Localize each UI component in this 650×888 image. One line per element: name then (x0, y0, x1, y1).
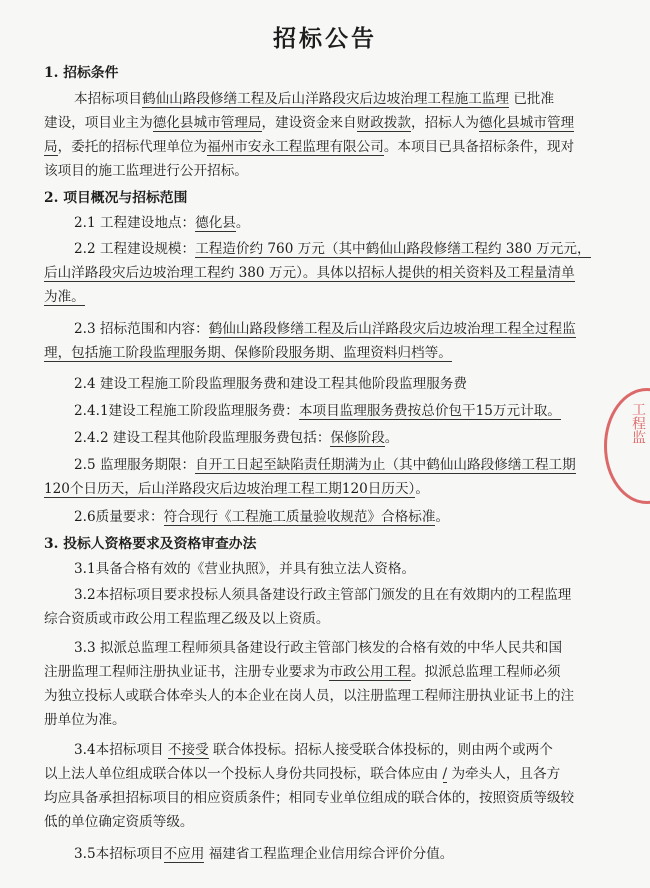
sec3-3-line-4: 册单位为准。 (44, 712, 126, 728)
sec2-6: 2.6质量要求：符合现行《工程施工质量验收规范》合格标准。 (74, 509, 450, 525)
sec2-5-line-1: 2.5 监理服务期限：自开工日起至缺陷责任期满为止（其中鹤仙山路段修缮工程工期 (74, 457, 576, 473)
sec3-2-line-2: 综合资质或市政公用工程监理乙级及以上资质。 (44, 611, 330, 627)
sec3-4-line-3: 均应具备承担招标项目的相应资质条件；相同专业单位组成的联合体的，按照资质等级较 (44, 790, 575, 806)
seal-stamp-text: 工程监 (630, 402, 646, 444)
sec2-4: 2.4 建设工程施工阶段监理服务费和建设工程其他阶段监理服务费 (74, 376, 467, 392)
sec2-2-line-3: 为准。 (44, 289, 85, 305)
sec2-4-2: 2.4.2 建设工程其他阶段监理服务费包括：保修阶段。 (74, 430, 399, 446)
sec1-line-1: 本招标项目鹤仙山路段修缮工程及后山洋路段灾后边坡治理工程施工监理 已批准 (74, 91, 555, 107)
sec1-line-3: 局，委托的招标代理单位为福州市安永工程监理有限公司。本项目已具备招标条件，现对 (44, 139, 575, 155)
sec2-2-line-1: 2.2 工程建设规模：工程造价约 760 万元（其中鹤仙山路段修缮工程约 380 万元元， (74, 241, 591, 257)
sec3-3-line-2: 注册监理工程师注册执业证书，注册专业要求为市政公用工程。拟派总监理工程师必须 (44, 664, 561, 680)
sec3-3-line-1: 3.3 拟派总监理工程师须具备建设行政主管部门核发的合格有效的中华人民共和国 (74, 640, 563, 656)
page-title: 招标公告 (273, 25, 377, 52)
sec2-3-line-2: 理，包括施工阶段监理服务期、保修阶段服务期、监理资料归档等。 (44, 345, 452, 361)
sec2-1: 2.1 工程建设地点：德化县。 (74, 215, 250, 231)
sec3-4-line-1: 3.4本招标项目 不接受 联合体投标。招标人接受联合体投标的，则由两个或两个 (74, 742, 553, 758)
sec1-line-2: 建设，项目业主为德化县城市管理局，建设资金来自财政拨款，招标人为德化县城市管理 (44, 115, 575, 131)
sec2-3-line-1: 2.3 招标范围和内容：鹤仙山路段修缮工程及后山洋路段灾后边坡治理工程全过程监 (74, 321, 576, 337)
sec3-4-line-4: 低的单位确定资质等级。 (44, 814, 194, 830)
sec3-1: 3.1具备合格有效的《营业执照》，并具有独立法人资格。 (74, 561, 416, 577)
section-3-heading: 3. 投标人资格要求及资格审查办法 (44, 536, 257, 552)
sec3-3-line-3: 为独立投标人或联合体牵头人的本企业在岗人员，以注册监理工程师注册执业证书上的注 (44, 688, 575, 704)
sec3-2-line-1: 3.2本招标项目要求投标人须具备建设行政主管部门颁发的且在有效期内的工程监理 (74, 587, 572, 603)
sec2-2-line-2: 后山洋路段灾后边坡治理工程约 380 万元）。具体以招标人提供的相关资料及工程量清单 (44, 265, 575, 281)
section-1-heading: 1. 招标条件 (44, 65, 119, 81)
sec1-line-4: 该项目的施工监理进行公开招标。 (44, 163, 248, 179)
section-2-heading: 2. 项目概况与招标范围 (44, 190, 188, 206)
sec3-4-line-2: 以上法人单位组成联合体以一个投标人身份共同投标，联合体应由 / 为牵头人，且各方 (44, 766, 561, 782)
sec3-5: 3.5本招标项目不应用 福建省工程监理企业信用综合评价分值。 (74, 846, 454, 862)
sec2-4-1: 2.4.1建设工程施工阶段监理服务费：本项目监理服务费按总价包干15万元计取。 (74, 403, 561, 419)
sec2-5-line-2: 120个日历天，后山洋路段灾后边坡治理工程工期120日历天）。 (44, 481, 429, 497)
